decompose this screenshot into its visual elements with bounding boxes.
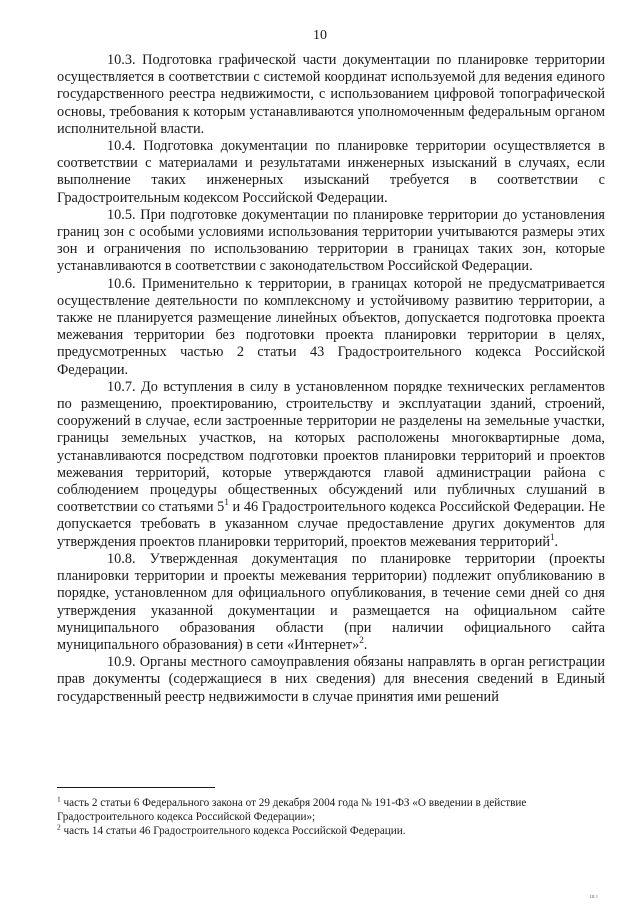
paragraph-10-4 bbox=[57, 138, 605, 207]
paragraph-10-6 bbox=[57, 276, 605, 379]
footnote-2 bbox=[57, 824, 605, 838]
paragraph-text: . bbox=[554, 533, 559, 550]
footnote-text: часть 2 статьи 6 Федерального закона от 29 декабря 2004 года № 191-ФЗ «О введении в действие Градостроительного кодекса Российской Федерации»; bbox=[57, 797, 527, 823]
page-number: 10 bbox=[313, 28, 327, 43]
paragraph-text: и 46 Градостроительного кодекса Российской Федерации. Не допускается требовать в указанном случае предоставление других документов для утверждения проектов планировки территорий, проектов межевания территорий bbox=[57, 499, 606, 550]
paragraph-10-8 bbox=[57, 551, 605, 654]
footnote-1 bbox=[57, 796, 605, 824]
paragraph-10-9 bbox=[57, 654, 605, 706]
footnote-marker: 2 bbox=[57, 822, 61, 832]
footnote-marker: 1 bbox=[57, 794, 61, 804]
paragraph-text: 10.9. Органы местного самоуправления обязаны направлять в орган регистрации прав документы (содержащиеся в них сведения) для внесения сведений в Единый государственный реестр недвижимости в случае принятия ими решений bbox=[57, 654, 605, 705]
paragraph-text: 10.3. Подготовка графической части документации по планировке территории осуществляется в соответствии с системой координат используемой для ведения единого государственного реестра недвижимости, с использованием цифровой топографической основы, требования к которым устанавливаются уполномоченным федеральным органом исполнительной власти. bbox=[57, 52, 605, 137]
paragraph-10-7 bbox=[57, 379, 605, 551]
paragraph-text: . bbox=[363, 636, 368, 653]
footnote-ref: 1 bbox=[550, 531, 555, 542]
footnote-ref: 1 bbox=[224, 497, 229, 508]
footnote-ref: 2 bbox=[359, 635, 364, 646]
paragraph-text: 10.6. Применительно к территории, в границах которой не предусматривается осуществление деятельности по комплексному и устойчивому развитию территории, а также не планируется размещение линейных объектов, допускается подготовка проекта межевания территории без подготовки проекта планировки территории в целях, предусмотренных частью 2 статьи 43 Градостроительного кодекса Российской Федерации. bbox=[57, 275, 605, 378]
paragraph-text: 10.7. До вступления в силу в установленном порядке технических регламентов по размещению, проектированию, строительству и эксплуатации зданий, строений, сооружений в случае, если застроенные территории не разделены на земельные участки, границы земельных участков, на которых расположены многоквартирные дома, устанавливаются посредством подготовки проектов планировки территорий и проектов межевания территорий, которые утверждаются главой администрации района с соблюдением процедуры общественных обсуждений или публичных слушаний в соответствии со статьями 5 bbox=[57, 378, 605, 516]
paragraph-10-5 bbox=[57, 207, 605, 276]
paragraph-10-3 bbox=[57, 52, 605, 138]
footnote-separator bbox=[57, 787, 215, 788]
paragraph-text: 10.5. При подготовке документации по планировке территории до установления границ зон с особыми условиями использования территории учитываются размеры этих зон и ограничения по использованию территории в границах таких зон, которые устанавливаются в соответствии с законодательством Российской Федерации. bbox=[57, 206, 605, 275]
footnote-text: часть 14 статьи 46 Градостроительного кодекса Российской Федерации. bbox=[60, 825, 406, 837]
paragraph-text: 10.4. Подготовка документации по планировке территории осуществляется в соответствии с материалами и результатами инженерных изысканий в случаях, если выполнение таких инженерных изысканий требуется в соответствии с Градостроительным кодексом Российской Федерации. bbox=[57, 138, 605, 206]
document-body bbox=[57, 52, 605, 706]
footnotes bbox=[57, 796, 605, 838]
corner-mark: ш ı bbox=[590, 894, 598, 900]
paragraph-text: 10.8. Утвержденная документация по планировке территории (проекты планировки территории и проекты межевания территории) подлежит опубликованию в порядке, установленном для официального опубликования, в течение семи дней со дня утверждения указанной документации и размещается на официальном сайте муниципального образования области (при наличии официального сайта муниципального образования) в сети «Интернет» bbox=[57, 550, 605, 653]
